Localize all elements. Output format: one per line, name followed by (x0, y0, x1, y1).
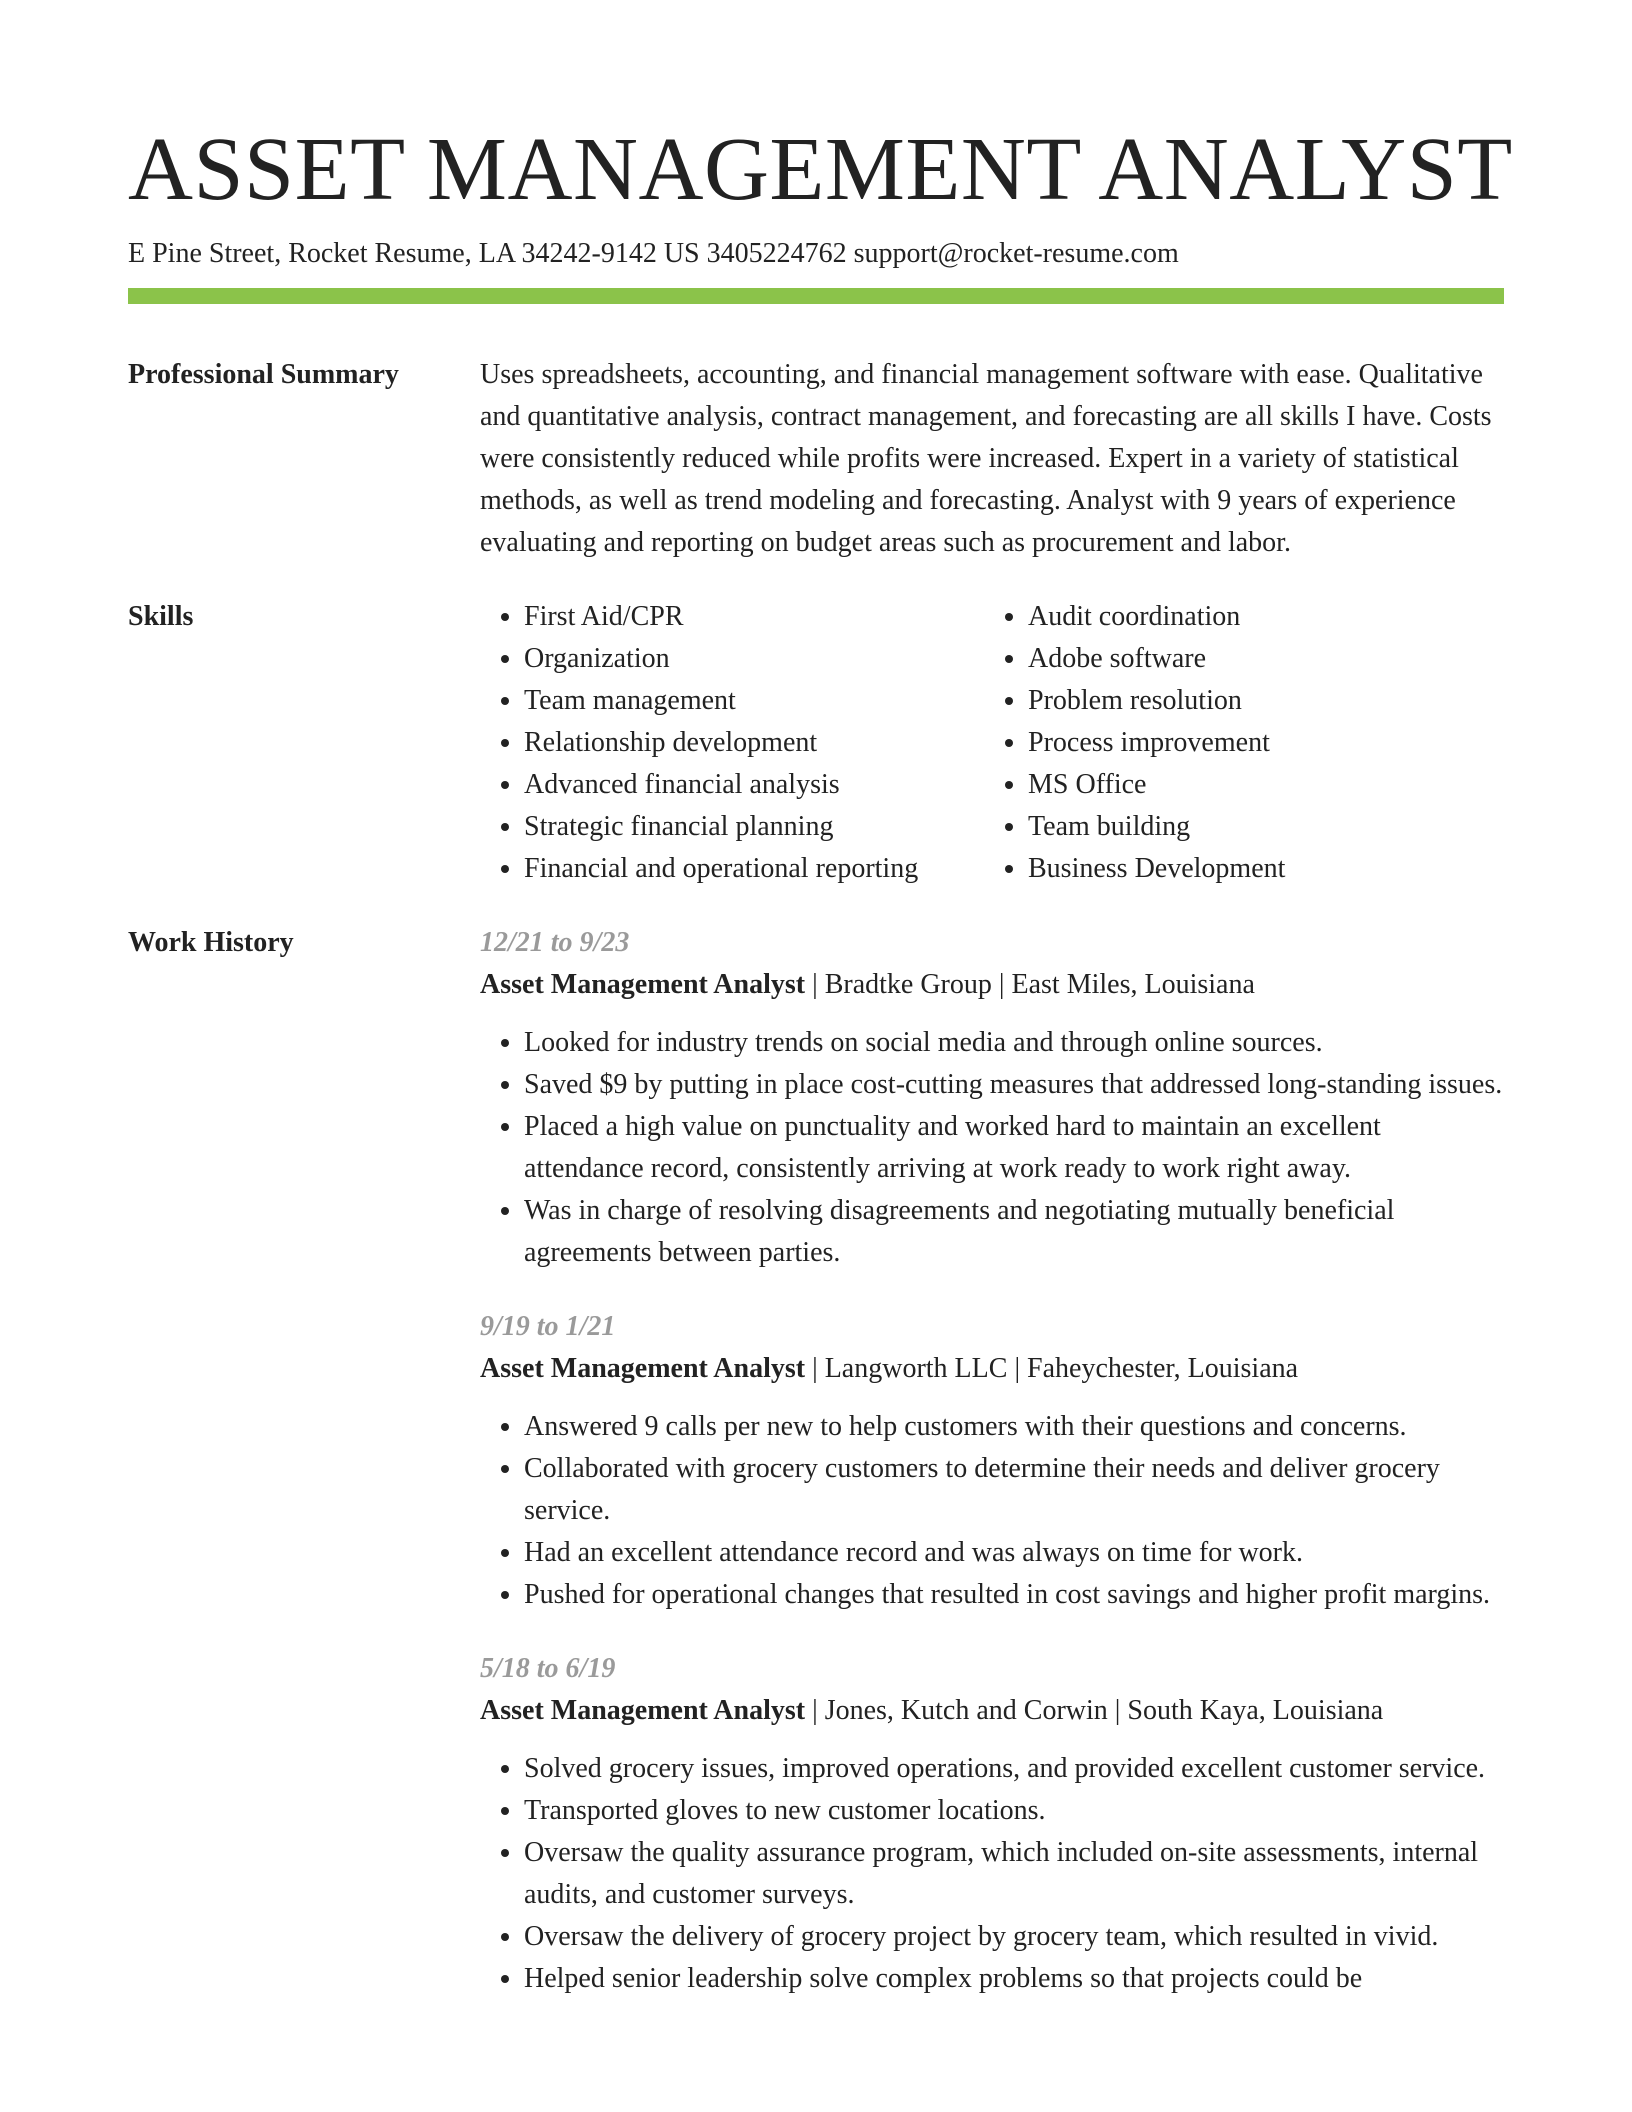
job-entry (480, 1306, 1504, 1616)
skill-item: • Financial and operational reporting (524, 848, 984, 890)
job-details: | Jones, Kutch and Corwin | South Kaya, Louisiana (805, 1695, 1384, 1726)
job-bullets (480, 1748, 1504, 2000)
job-bullet: • Oversaw the quality assurance program, which included on-site assessments, internal audits, and customer surveys. (524, 1832, 1504, 1916)
job-title-line (480, 1690, 1504, 1732)
job-bullet: • Solved grocery issues, improved operations, and provided excellent customer service. (524, 1748, 1504, 1790)
job-title-line (480, 1348, 1504, 1390)
job-bullets (480, 1406, 1504, 1616)
job-bullet: • Pushed for operational changes that resulted in cost savings and higher profit margins. (524, 1574, 1504, 1616)
skill-item: • MS Office (1028, 764, 1488, 806)
skill-item: • Adobe software (1028, 638, 1488, 680)
job-bullet: • Answered 9 calls per new to help customers with their questions and concerns. (524, 1406, 1504, 1448)
skill-item: • Advanced financial analysis (524, 764, 984, 806)
skill-item: • Team building (1028, 806, 1488, 848)
section-label-work: Work History (128, 927, 294, 958)
header-divider (128, 288, 1504, 304)
skill-item: • Audit coordination (1028, 596, 1488, 638)
job-details: | Bradtke Group | East Miles, Louisiana (805, 969, 1255, 1000)
job-entry (480, 1648, 1504, 2000)
job-title: Asset Management Analyst (480, 1353, 806, 1384)
job-bullet: • Collaborated with grocery customers to determine their needs and deliver grocery service. (524, 1448, 1504, 1532)
job-bullet: • Oversaw the delivery of grocery project by grocery team, which resulted in vivid. (524, 1916, 1504, 1958)
job-bullets (480, 1022, 1504, 1274)
job-dates: 12/21 to 9/23 (480, 927, 630, 958)
contact-email: support@rocket-resume.com (853, 238, 1179, 269)
skills-columns (480, 596, 1504, 890)
job-bullet: • Was in charge of resolving disagreements and negotiating mutually beneficial agreements between parties. (524, 1190, 1504, 1274)
resume-page (128, 0, 1513, 2032)
contact-phone: 3405224762 (706, 238, 847, 269)
skill-item: • First Aid/CPR (524, 596, 984, 638)
job-bullet: • Placed a high value on punctuality and worked hard to maintain an excellent attendance record, consistently arriving at work ready to work right away. (524, 1106, 1504, 1190)
skill-item: • Organization (524, 638, 984, 680)
skill-item: • Relationship development (524, 722, 984, 764)
work-history-section (128, 922, 1504, 2032)
job-bullet: • Looked for industry trends on social media and through online sources. (524, 1022, 1504, 1064)
skill-item: • Strategic financial planning (524, 806, 984, 848)
skills-section (128, 596, 1504, 890)
job-bullet: • Helped senior leadership solve complex problems so that projects could be (524, 1958, 1504, 2000)
skill-item: • Problem resolution (1028, 680, 1488, 722)
job-dates: 9/19 to 1/21 (480, 1311, 616, 1342)
job-dates: 5/18 to 6/19 (480, 1653, 616, 1684)
summary-text: Uses spreadsheets, accounting, and financial management software with ease. Qualitative and quantitative analysis, contract management, and forecasting are all skills I have. Costs were consistently reduced while profits were increased. Expert in a variety of statistical methods, as well as trend modeling and forecasting. Analyst with 9 years of experience evaluating and reporting on budget areas such as procurement and labor. (480, 359, 1492, 558)
job-title: Asset Management Analyst (480, 969, 806, 1000)
job-entry (480, 922, 1504, 1274)
skills-list-left (480, 596, 984, 890)
section-label-skills: Skills (128, 601, 194, 632)
job-bullet: • Transported gloves to new customer locations. (524, 1790, 1504, 1832)
skill-item: • Process improvement (1028, 722, 1488, 764)
professional-summary-section (128, 354, 1504, 564)
page-title: ASSET MANAGEMENT ANALYST (128, 120, 1513, 219)
job-details: | Langworth LLC | Faheychester, Louisiana (805, 1353, 1299, 1384)
job-title-line (480, 964, 1504, 1006)
contact-line (128, 236, 1504, 272)
job-bullet: • Saved $9 by putting in place cost-cutting measures that addressed long-standing issues. (524, 1064, 1504, 1106)
skill-item: • Team management (524, 680, 984, 722)
skills-list-right (984, 596, 1488, 890)
job-title: Asset Management Analyst (480, 1695, 806, 1726)
skill-item: • Business Development (1028, 848, 1488, 890)
job-bullet: • Had an excellent attendance record and was always on time for work. (524, 1532, 1504, 1574)
contact-address: E Pine Street, Rocket Resume, LA 34242-9142 US (128, 238, 700, 269)
section-label-summary: Professional Summary (128, 359, 399, 390)
